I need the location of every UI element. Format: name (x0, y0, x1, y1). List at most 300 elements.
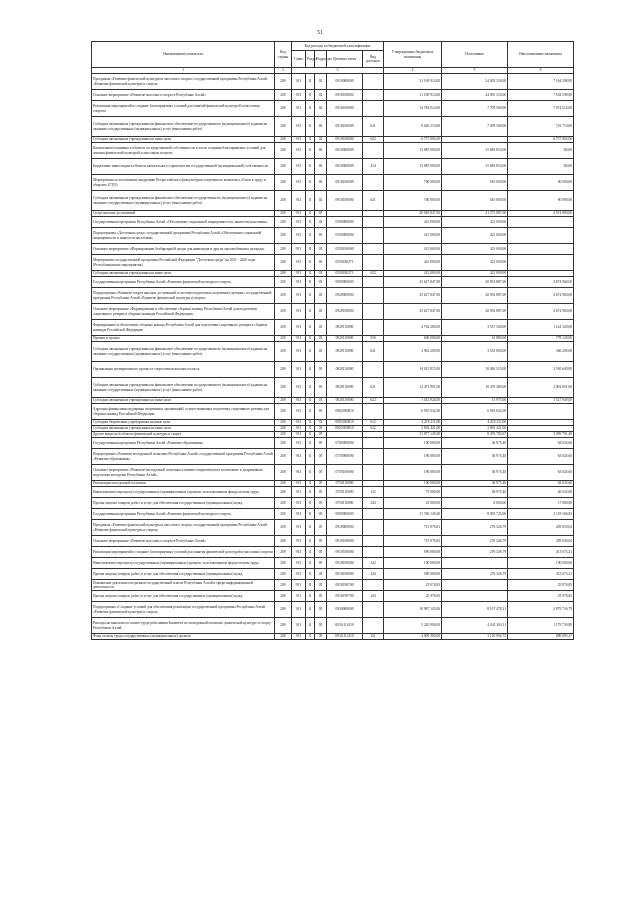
row-target-cell: 0750110000 (327, 481, 363, 487)
row-unexecuted-cell: 25 976,83 (508, 580, 574, 591)
row-executed-cell: 7 709 500,00 (442, 101, 508, 117)
row-podrazdel-cell: 05 (315, 580, 327, 591)
row-name-cell: Основное мероприятие «Развитие молодежной политики и военно-патриотическое воспитание и допризывная подготовка молодежи Республики Алтай» (92, 465, 275, 481)
row-razdel-cell: 11 (306, 304, 315, 320)
table-header (92, 42, 574, 74)
row-name-cell: Субсидии бюджетным учреждениям на иные цели (92, 420, 275, 426)
row-unexecuted-cell: 439 650,04 (508, 520, 574, 536)
row-target-cell: 0910100000 (327, 569, 363, 580)
table-row (92, 378, 574, 398)
row-target-cell: 09201R0810 (327, 420, 363, 426)
row-vid-cell (363, 101, 384, 117)
row-name-cell: Прочая закупка товаров, работ и услуг для обеспечения государственных (муниципальных) нужд (92, 498, 275, 509)
row-glava-cell: 913 (292, 558, 306, 569)
row-name-cell: Основное мероприятие «Формирование безбарьерной среды для инвалидов и других маломобильных граждан» (92, 244, 275, 255)
table-row (92, 191, 574, 211)
index-cell: 6 (508, 68, 574, 74)
row-vid-cell (363, 404, 384, 420)
row-name-cell: Иные выплаты персоналу государственных (муниципальных) органов, за исключением фонда оплаты труда (92, 487, 275, 498)
table-row (92, 143, 574, 159)
row-glava-cell: 913 (292, 336, 306, 342)
row-podrazdel-cell: 05 (315, 520, 327, 536)
row-name-cell: Подпрограмма «Доступная среда» государственной программы Республики Алтай «Обеспечение социальной защищенности и занятости населения» (92, 228, 275, 244)
row-target-cell: 0910100000 (327, 175, 363, 191)
row-razdel-cell: 11 (306, 618, 315, 634)
row-executed-cell: 36 975,40 (442, 465, 508, 481)
table-row (92, 74, 574, 90)
row-code-cell: 200 (275, 509, 292, 520)
row-name-cell: Фонд оплаты труда государственных (муниципальных) органов (92, 634, 275, 640)
row-executed-cell: 20 952 887,00 (442, 288, 508, 304)
row-approved-cell: 8 026 210,00 (384, 117, 442, 137)
row-podrazdel-cell: 03 (315, 398, 327, 404)
row-razdel-cell: 11 (306, 271, 315, 277)
row-name-cell: Прочая закупка товаров, работ и услуг для обеспечения государственных (муниципальных) нужд (92, 591, 275, 602)
row-approved-cell: 25 627 847,00 (384, 277, 442, 288)
row-vid-cell (363, 217, 384, 228)
row-glava-cell: 913 (292, 137, 306, 143)
row-podrazdel-cell: 02 (315, 191, 327, 211)
row-razdel-cell: 11 (306, 580, 315, 591)
row-code-cell: 200 (275, 101, 292, 117)
row-executed-cell: 8 476 782,67 (442, 432, 508, 438)
row-podrazdel-cell: 03 (315, 255, 327, 271)
row-vid-cell (363, 320, 384, 336)
row-name-cell: Реализация молодежной политики (92, 481, 275, 487)
row-name-cell: Прочая закупка товаров, работ и услуг для обеспечения государственных (муниципальных) нужд (92, 569, 275, 580)
row-approved-cell: 15 685 900,00 (384, 143, 442, 159)
table-row (92, 304, 574, 320)
row-unexecuted-cell: 6 757 804,00 (508, 137, 574, 143)
row-code-cell: 200 (275, 378, 292, 398)
row-target-cell: 0750110000 (327, 498, 363, 509)
row-target-cell: 0910100000 (327, 101, 363, 117)
row-approved-cell: 700 000,00 (384, 191, 442, 211)
row-approved-cell: 31 760 145,00 (384, 509, 442, 520)
row-executed-cell: 421 000,00 (442, 255, 508, 271)
row-glava-cell: 913 (292, 175, 306, 191)
row-vid-cell (363, 536, 384, 547)
row-target-cell: 0910100000 (327, 117, 363, 137)
row-unexecuted-cell: 46 024,60 (508, 487, 574, 498)
table-row (92, 101, 574, 117)
row-executed-cell: 3 557 540,00 (442, 320, 508, 336)
row-podrazdel-cell: 05 (315, 558, 327, 569)
row-razdel-cell: 11 (306, 520, 315, 536)
row-executed-cell: 4 041 163,11 (442, 618, 508, 634)
row-target-cell: 0700000000 (327, 438, 363, 449)
index-cell: 2 (275, 68, 292, 74)
row-razdel-cell: 11 (306, 449, 315, 465)
row-razdel-cell: 11 (306, 101, 315, 117)
row-glava-cell: 913 (292, 481, 306, 487)
row-name-cell: Субсидии автономным учреждениям на иные цели (92, 426, 275, 432)
row-approved-cell: 715 976,83 (384, 536, 442, 547)
row-glava-cell: 913 (292, 449, 306, 465)
row-target-cell: 09201R0810 (327, 404, 363, 420)
index-cell: 4 (384, 68, 442, 74)
row-target-cell: 0910100000 (327, 90, 363, 101)
row-code-cell: 200 (275, 228, 292, 244)
row-vid-cell: 622 (363, 426, 384, 432)
row-executed-cell: 276 326,79 (442, 569, 508, 580)
row-glava-cell: 913 (292, 536, 306, 547)
table-row (92, 487, 574, 498)
row-code-cell: 200 (275, 426, 292, 432)
row-name-cell: Субсидии автономным учреждениям на финансовое обеспечение государственного (муниципального) задания на оказание государственных (муниципальных) услуг (выполнение работ) (92, 342, 275, 362)
row-executed-cell: 24 005 316,00 (442, 74, 508, 90)
row-razdel-cell: 11 (306, 634, 315, 640)
row-code-cell: 200 (275, 432, 292, 438)
row-name-cell: Подпрограмма «Создание условий для обеспечения реализации государственной программы Республики Алтай «Развитие физической культуры и спорта» (92, 602, 275, 618)
row-code-cell: 200 (275, 217, 292, 228)
row-glava-cell: 913 (292, 520, 306, 536)
row-glava-cell: 913 (292, 228, 306, 244)
row-code-cell: 200 (275, 591, 292, 602)
row-glava-cell: 913 (292, 277, 306, 288)
row-podrazdel-cell: 03 (315, 420, 327, 426)
table-row (92, 320, 574, 336)
row-approved-cell: 15 685 900,00 (384, 159, 442, 175)
row-podrazdel-cell: 03 (315, 404, 327, 420)
row-code-cell: 200 (275, 438, 292, 449)
row-name-cell: Субсидии автономным учреждениям на иные цели (92, 271, 275, 277)
row-code-cell: 200 (275, 342, 292, 362)
row-podrazdel-cell: 05 (315, 438, 327, 449)
row-vid-cell (363, 277, 384, 288)
row-approved-cell: 1 541 924,00 (384, 398, 442, 404)
row-name-cell: Программа «Развитие физической культуры и массового спорта» государственной программы Республики Алтай «Развитие физической культуры и спорта» (92, 74, 275, 90)
row-code-cell: 200 (275, 404, 292, 420)
row-target-cell: 09201R0810 (327, 426, 363, 432)
table-row (92, 342, 574, 362)
row-podrazdel-cell: 05 (315, 591, 327, 602)
row-glava-cell: 913 (292, 498, 306, 509)
row-executed-cell: 15 685 816,00 (442, 143, 508, 159)
table-row (92, 255, 574, 271)
col-header-group: Код расхода по бюджетной классификации (292, 42, 384, 51)
row-target-cell: 0910198700 (327, 580, 363, 591)
row-executed-cell: 610 000,00 (442, 175, 508, 191)
row-podrazdel-cell: 05 (315, 547, 327, 558)
row-code-cell: 200 (275, 137, 292, 143)
row-executed-cell: 36 975,40 (442, 449, 508, 465)
row-podrazdel-cell: 02 (315, 90, 327, 101)
row-podrazdel-cell: 03 (315, 217, 327, 228)
row-unexecuted-cell: 778 120,00 (508, 336, 574, 342)
row-vid-cell (363, 90, 384, 101)
row-vid-cell: 621 (363, 191, 384, 211)
row-name-cell: Мероприятия государственной программы Российской Федерации "Доступная среда" на 2011 - 2020 годы (Республиканские мероприятия) (92, 255, 275, 271)
row-approved-cell: 3 962 200,00 (384, 342, 442, 362)
row-vid-cell: 414 (363, 159, 384, 175)
table-row (92, 175, 574, 191)
row-executed-cell (442, 558, 508, 569)
row-target-cell: 0930000000 (327, 602, 363, 618)
row-podrazdel-cell: 05 (315, 569, 327, 580)
row-target-cell: 0550180271 (327, 271, 363, 277)
row-code-cell: 200 (275, 569, 292, 580)
row-approved-cell: 31 169 914,00 (384, 74, 442, 90)
row-target-cell: 0910100000 (327, 191, 363, 211)
row-code-cell: 200 (275, 90, 292, 101)
row-name-cell: Субсидии автономным учреждениям на финансовое обеспечение государственного (муниципального) задания на оказание государственных (муниципальных) услуг (выполнение работ) (92, 191, 275, 211)
row-executed-cell: 8 107 478,21 (442, 602, 508, 618)
row-target-cell: 0910100000 (327, 536, 363, 547)
row-approved-cell: 421 000,00 (384, 217, 442, 228)
row-code-cell: 200 (275, 362, 292, 378)
row-glava-cell: 913 (292, 117, 306, 137)
row-target-cell: 0500000000 (327, 217, 363, 228)
row-glava-cell: 913 (292, 378, 306, 398)
row-glava-cell: 913 (292, 509, 306, 520)
row-approved-cell: 421 000,00 (384, 228, 442, 244)
row-target-cell: 0910000000 (327, 520, 363, 536)
row-glava-cell: 913 (292, 90, 306, 101)
row-podrazdel-cell: 05 (315, 498, 327, 509)
row-razdel-cell: 11 (306, 558, 315, 569)
table-row (92, 569, 574, 580)
row-executed-cell: 36 975,40 (442, 481, 508, 487)
row-glava-cell: 913 (292, 398, 306, 404)
row-target-cell: 0920110000 (327, 320, 363, 336)
table-row (92, 580, 574, 591)
row-target-cell: 0920110000 (327, 378, 363, 398)
row-executed-cell: 21 373 887,00 (442, 211, 508, 217)
row-executed-cell: 15 685 816,00 (442, 159, 508, 175)
row-podrazdel-cell: 02 (315, 159, 327, 175)
row-razdel-cell: 11 (306, 191, 315, 211)
row-approved-cell: 715 976,81 (384, 520, 442, 536)
row-vid-cell: 122 (363, 487, 384, 498)
row-executed-cell: 276 326,79 (442, 536, 508, 547)
row-target-cell: 0550100000 (327, 244, 363, 255)
row-target-cell: 0750110000 (327, 487, 363, 498)
row-code-cell: 200 (275, 398, 292, 404)
row-unexecuted-cell: 84,00 (508, 143, 574, 159)
row-razdel-cell: 11 (306, 438, 315, 449)
row-executed-cell: 421 000,00 (442, 271, 508, 277)
page-number: 51 (317, 30, 323, 36)
row-approved-cell: 590 000,00 (384, 569, 442, 580)
row-razdel-cell: 11 (306, 255, 315, 271)
row-unexecuted-cell: 1 144 320,00 (508, 320, 574, 336)
row-razdel-cell: 11 (306, 481, 315, 487)
row-podrazdel-cell: 03 (315, 426, 327, 432)
row-glava-cell: 913 (292, 211, 306, 217)
row-code-cell: 200 (275, 602, 292, 618)
row-glava-cell: 913 (292, 438, 306, 449)
row-unexecuted-cell: 1 527 949,00 (508, 398, 574, 404)
row-code-cell: 200 (275, 487, 292, 498)
row-name-cell: Основное мероприятие «Формирование и обеспечение сборных команд Республики Алтай для подготовки спортивного резерва в сборные команды Российской Федерации» (92, 304, 275, 320)
col-header-vid: Вид расходов (363, 51, 384, 68)
row-vid-cell (363, 228, 384, 244)
row-podrazdel-cell: 05 (315, 618, 327, 634)
row-razdel-cell: 11 (306, 420, 315, 426)
row-target-cell: 0550000000 (327, 228, 363, 244)
row-executed-cell: 3 535 600,00 (442, 342, 508, 362)
row-unexecuted-cell: 313 673,21 (508, 569, 574, 580)
row-unexecuted-cell: 84,00 (508, 159, 574, 175)
row-approved-cell: 421 000,00 (384, 244, 442, 255)
row-vid-cell (363, 520, 384, 536)
row-name-cell: Другие вопросы в области физической культуры и спорта (92, 432, 275, 438)
table-row (92, 547, 574, 558)
col-header-code: Код строки (275, 42, 292, 68)
col-header-name: Наименование показателя (92, 42, 275, 68)
table-row (92, 449, 574, 465)
row-vid-cell: 612 (363, 420, 384, 426)
row-podrazdel-cell: 05 (315, 481, 327, 487)
row-podrazdel-cell: 05 (315, 449, 327, 465)
row-vid-cell: 121 (363, 634, 384, 640)
row-code-cell: 200 (275, 211, 292, 217)
row-unexecuted-cell: 1 179 730,89 (508, 618, 574, 634)
row-name-cell: Государственная программа Республики Алтай «Обеспечение социальной защищенности и занятости населения» (92, 217, 275, 228)
row-razdel-cell: 11 (306, 398, 315, 404)
row-approved-cell: 25 976,83 (384, 580, 442, 591)
row-glava-cell: 913 (292, 271, 306, 277)
row-podrazdel-cell: 03 (315, 244, 327, 255)
row-code-cell: 200 (275, 271, 292, 277)
table-row (92, 602, 574, 618)
row-razdel-cell: 11 (306, 487, 315, 498)
row-razdel-cell: 11 (306, 465, 315, 481)
row-name-cell: Спорт высших достижений (92, 211, 275, 217)
row-razdel-cell: 11 (306, 117, 315, 137)
row-target-cell: 093А114110 (327, 618, 363, 634)
row-razdel-cell: 11 (306, 74, 315, 90)
row-name-cell: Адресная финансовая поддержка спортивных организаций, осуществляющих подготовку спортивного резерва для сборных команд Российской Федерации (92, 404, 275, 420)
row-approved-cell: 100 000,00 (384, 481, 442, 487)
table-row (92, 438, 574, 449)
row-target-cell: 0910198700 (327, 591, 363, 602)
row-podrazdel-cell: 05 (315, 634, 327, 640)
row-razdel-cell: 11 (306, 362, 315, 378)
row-unexecuted-cell: 90 000,00 (508, 191, 574, 211)
row-razdel-cell: 11 (306, 569, 315, 580)
row-name-cell: Субсидии автономным учреждениям на иные цели (92, 137, 275, 143)
row-code-cell: 200 (275, 117, 292, 137)
row-unexecuted-cell: 7 074 514,00 (508, 101, 574, 117)
row-executed-cell: 421 000,00 (442, 228, 508, 244)
row-razdel-cell: 11 (306, 143, 315, 159)
row-vid-cell: 244 (363, 569, 384, 580)
col-header-executed: Исполнение (442, 42, 508, 68)
row-unexecuted-cell: - (508, 255, 574, 271)
row-razdel-cell: 11 (306, 336, 315, 342)
row-code-cell: 200 (275, 277, 292, 288)
table-row (92, 634, 574, 640)
row-approved-cell: 31 877 145,00 (384, 432, 442, 438)
row-vid-cell: 622 (363, 137, 384, 143)
row-podrazdel-cell: 05 (315, 487, 327, 498)
row-glava-cell: 913 (292, 217, 306, 228)
row-glava-cell: 913 (292, 602, 306, 618)
row-razdel-cell: 11 (306, 404, 315, 420)
row-executed-cell: 10 470 400,00 (442, 378, 508, 398)
row-razdel-cell: 11 (306, 591, 315, 602)
row-glava-cell: 913 (292, 288, 306, 304)
row-target-cell: 0910000000 (327, 159, 363, 175)
row-code-cell: 200 (275, 288, 292, 304)
row-vid-cell (363, 74, 384, 90)
row-name-cell: Реализация мероприятий и создание благоприятных условий для занятий физической культурой и массовым спортом (92, 101, 275, 117)
row-razdel-cell: 11 (306, 320, 315, 336)
row-glava-cell: 913 (292, 74, 306, 90)
table-row (92, 228, 574, 244)
row-executed-cell: 7 309 500,00 (442, 117, 508, 137)
row-glava-cell: 913 (292, 362, 306, 378)
row-approved-cell: 4 218 211,00 (384, 420, 442, 426)
row-target-cell: 093А114110 (327, 634, 363, 640)
row-vid-cell (363, 547, 384, 558)
row-target-cell: 0920110000 (327, 398, 363, 404)
row-approved-cell: 25 627 847,00 (384, 304, 442, 320)
row-executed-cell: 28 975,40 (442, 487, 508, 498)
row-name-cell: Субсидии автономным учреждениям на финансовое обеспечение государственного (муниципального) задания на оказание государственных (муниципальных) услуг (выполнение работ) (92, 117, 275, 137)
row-code-cell: 200 (275, 255, 292, 271)
row-razdel-cell: 11 (306, 90, 315, 101)
row-unexecuted-cell: 25 976,83 (508, 591, 574, 602)
row-unexecuted-cell: 889 805,27 (508, 634, 574, 640)
table-row (92, 498, 574, 509)
row-approved-cell: 4 009 300,00 (384, 634, 442, 640)
row-unexecuted-cell: 4 674 960,00 (508, 304, 574, 320)
row-podrazdel-cell: 03 (315, 320, 327, 336)
row-razdel-cell: 11 (306, 244, 315, 255)
row-executed-cell: 24 005 316,00 (442, 90, 508, 101)
row-razdel-cell: 11 (306, 277, 315, 288)
row-approved-cell: 100 000,00 (384, 465, 442, 481)
row-code-cell: 200 (275, 449, 292, 465)
row-name-cell: Повышение деятельности органов государственной власти Республики Алтай в сфере информационной деятельности (92, 580, 275, 591)
row-approved-cell: 25 000,00 (384, 498, 442, 509)
row-approved-cell: 100 000,00 (384, 449, 442, 465)
table-row (92, 618, 574, 634)
row-target-cell: 0900000000 (327, 277, 363, 288)
row-podrazdel-cell: 02 (315, 175, 327, 191)
row-glava-cell: 913 (292, 580, 306, 591)
row-razdel-cell: 11 (306, 498, 315, 509)
row-executed-cell: 6 910 032,00 (442, 404, 508, 420)
row-glava-cell: 913 (292, 426, 306, 432)
row-code-cell: 200 (275, 618, 292, 634)
row-podrazdel-cell: 05 (315, 602, 327, 618)
row-razdel-cell: 11 (306, 509, 315, 520)
row-unexecuted-cell: 2 002 691,00 (508, 378, 574, 398)
row-podrazdel-cell: 02 (315, 74, 327, 90)
row-glava-cell: 913 (292, 320, 306, 336)
row-unexecuted-cell: 4 674 960,00 (508, 211, 574, 217)
row-target-cell: 0910000000 (327, 74, 363, 90)
row-vid-cell (363, 288, 384, 304)
row-podrazdel-cell: 03 (315, 211, 327, 217)
row-vid-cell (363, 255, 384, 271)
col-header-approved: Утвержденные бюджетные назначения (384, 42, 442, 68)
row-glava-cell: 913 (292, 143, 306, 159)
row-razdel-cell: 11 (306, 536, 315, 547)
row-target-cell: 0910100000 (327, 137, 363, 143)
row-target-cell: 0750100000 (327, 465, 363, 481)
table-row (92, 591, 574, 602)
row-target-cell: 0750000000 (327, 449, 363, 465)
row-name-cell: Организация тренировочного процесса спортсменов высокого класса (92, 362, 275, 378)
row-target-cell: 0900000000 (327, 509, 363, 520)
row-name-cell: Премии и гранты (92, 336, 275, 342)
row-unexecuted-cell: - (508, 271, 574, 277)
